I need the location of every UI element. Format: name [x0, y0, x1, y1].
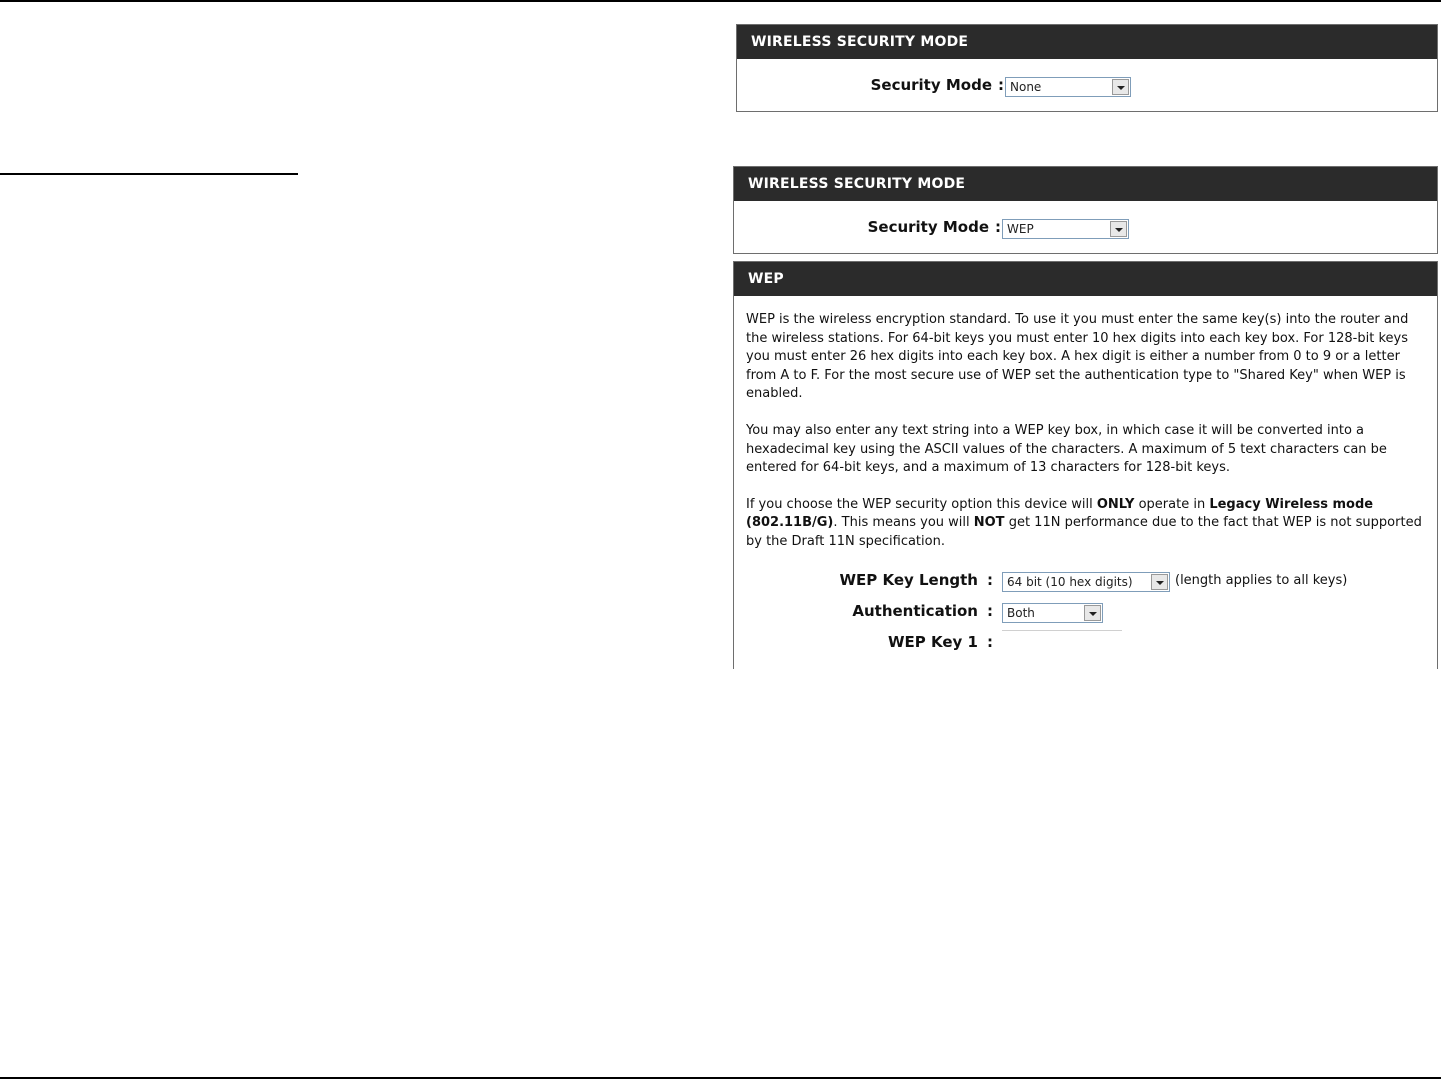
wep-key-length-select[interactable]	[1002, 572, 1170, 592]
colon: :	[995, 218, 1001, 236]
wep-key-length-label: WEP Key Length	[839, 571, 978, 589]
chevron-down-icon[interactable]	[1084, 605, 1101, 621]
security-mode-select[interactable]	[1002, 219, 1129, 239]
select-value: 64 bit (10 hex digits)	[1007, 575, 1133, 589]
wep-key-1-input[interactable]	[1002, 630, 1122, 653]
wep-panel	[733, 261, 1438, 669]
bottom-rule	[0, 1077, 1441, 1079]
wep-legacy-note: If you choose the WEP security option this device will ONLY operate in Legacy Wireless mode (802.11B/G). This means you will NOT get 11N performance due to the fact that WEP is not supported by the Draft 11N specification.	[746, 496, 1422, 549]
security-mode-select[interactable]	[1005, 77, 1131, 97]
select-value: Both	[1007, 606, 1035, 620]
select-value: WEP	[1007, 222, 1034, 236]
security-mode-panel-wep	[733, 166, 1438, 254]
chevron-down-icon[interactable]	[1112, 79, 1129, 95]
chevron-down-icon[interactable]	[1151, 574, 1168, 590]
wep-description: WEP is the wireless encryption standard. To use it you must enter the same key(s) into the router and the wireless stations. For 64-bit keys you must enter 10 hex digits into each key box. For 128-bit keys you must enter 26 hex digits into each key box. A hex digit is either a number from 0 to 9 or a letter from A to F. For the most secure use of WEP set the authentication type to "Shared Key" when WEP is enabled.	[746, 312, 1409, 402]
authentication-label: Authentication	[852, 602, 978, 620]
panel-header: WEP	[734, 262, 1437, 296]
chevron-down-icon[interactable]	[1110, 221, 1127, 237]
wep-key-1-label: WEP Key 1	[888, 633, 978, 651]
security-mode-label: Security Mode	[870, 76, 992, 94]
security-mode-label: Security Mode	[867, 218, 989, 236]
top-rule	[0, 0, 1441, 2]
authentication-select[interactable]	[1002, 603, 1103, 623]
panel-header: WIRELESS SECURITY MODE	[737, 25, 1437, 59]
security-mode-panel-none	[736, 24, 1438, 112]
colon: :	[998, 76, 1004, 94]
colon: :	[987, 571, 993, 589]
colon: :	[987, 602, 993, 620]
section-underline	[0, 173, 298, 175]
colon: :	[987, 633, 993, 651]
wep-ascii-note: You may also enter any text string into a WEP key box, in which case it will be converted into a hexadecimal key using the ASCII values of the characters. A maximum of 5 text characters can be entered for 64-bit keys, and a maximum of 13 characters for 128-bit keys.	[746, 422, 1387, 476]
select-value: None	[1010, 80, 1042, 94]
panel-header: WIRELESS SECURITY MODE	[734, 167, 1437, 201]
key-length-hint: (length applies to all keys)	[1175, 573, 1348, 588]
